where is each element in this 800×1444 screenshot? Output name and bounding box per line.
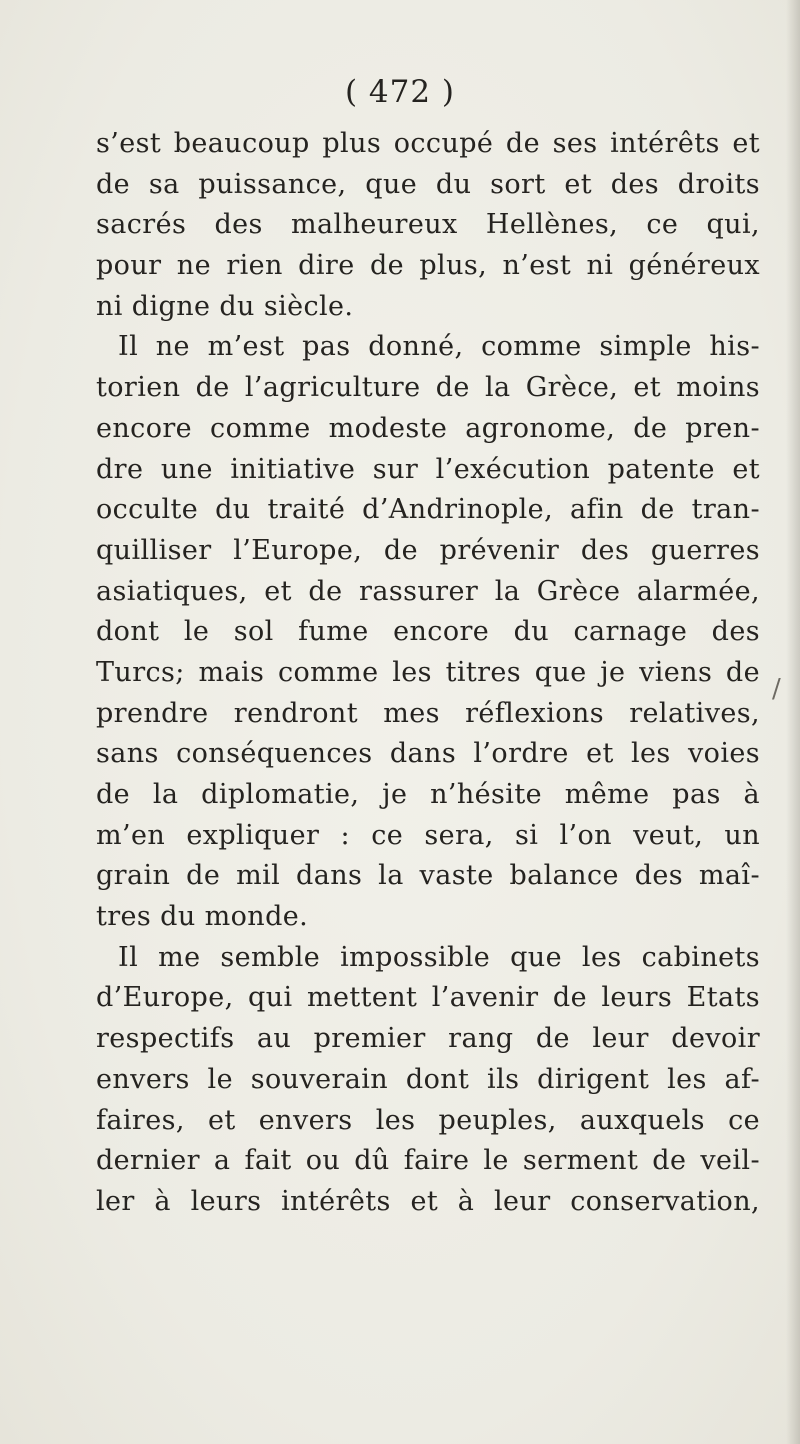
- text-line: ni digne du siècle.: [96, 290, 354, 322]
- text-line: envers le souverain dont ils dirigent les af-: [96, 1063, 760, 1095]
- text-line: Il me semble impossible que les cabinets: [118, 941, 760, 973]
- text-line: m’en expliquer : ce sera, si l’on veut, un: [96, 819, 760, 851]
- text-line: occulte du traité d’Andrinople, afin de tran-: [96, 494, 760, 526]
- text-line: grain de mil dans la vaste balance des maî-: [96, 860, 760, 892]
- text-line: dernier a fait ou dû faire le serment de veil-: [96, 1145, 760, 1177]
- text-line: dont le sol fume encore du carnage des: [96, 616, 760, 648]
- text-line: faires, et envers les peuples, auxquels ce: [96, 1104, 760, 1136]
- text-line: de sa puissance, que du sort et des droits: [96, 168, 760, 200]
- body-text: [96, 124, 760, 1223]
- text-line: quilliser l’Europe, de prévenir des guerres: [96, 534, 760, 566]
- text-line: encore comme modeste agronome, de pren-: [96, 412, 760, 444]
- text-line: respectifs au premier rang de leur devoir: [96, 1023, 760, 1055]
- text-line: Il ne m’est pas donné, comme simple his-: [118, 331, 760, 363]
- text-line: asiatiques, et de rassurer la Grèce alarmée,: [96, 575, 760, 607]
- text-line: torien de l’agriculture de la Grèce, et moins: [96, 372, 760, 404]
- page-number: ( 472 ): [344, 74, 456, 110]
- text-line: pour ne rien dire de plus, n’est ni généreux: [96, 250, 760, 282]
- text-line: sans conséquences dans l’ordre et les voies: [96, 738, 760, 770]
- margin-mark: /: [772, 674, 781, 704]
- text-line: dre une initiative sur l’exécution patente et: [96, 453, 760, 485]
- text-line: prendre rendront mes réflexions relatives,: [96, 697, 760, 729]
- text-line: d’Europe, qui mettent l’avenir de leurs Etats: [96, 982, 760, 1014]
- text-line: ler à leurs intérêts et à leur conservation,: [96, 1185, 760, 1217]
- text-line: sacrés des malheureux Hellènes, ce qui,: [96, 209, 760, 241]
- page-edge-shadow: [786, 0, 800, 1444]
- text-line: tres du monde.: [96, 901, 309, 933]
- text-line: de la diplomatie, je n’hésite même pas à: [96, 779, 760, 810]
- text-line: Turcs; mais comme les titres que je viens de: [96, 656, 760, 688]
- text-line: s’est beaucoup plus occupé de ses intérêts et: [96, 128, 760, 159]
